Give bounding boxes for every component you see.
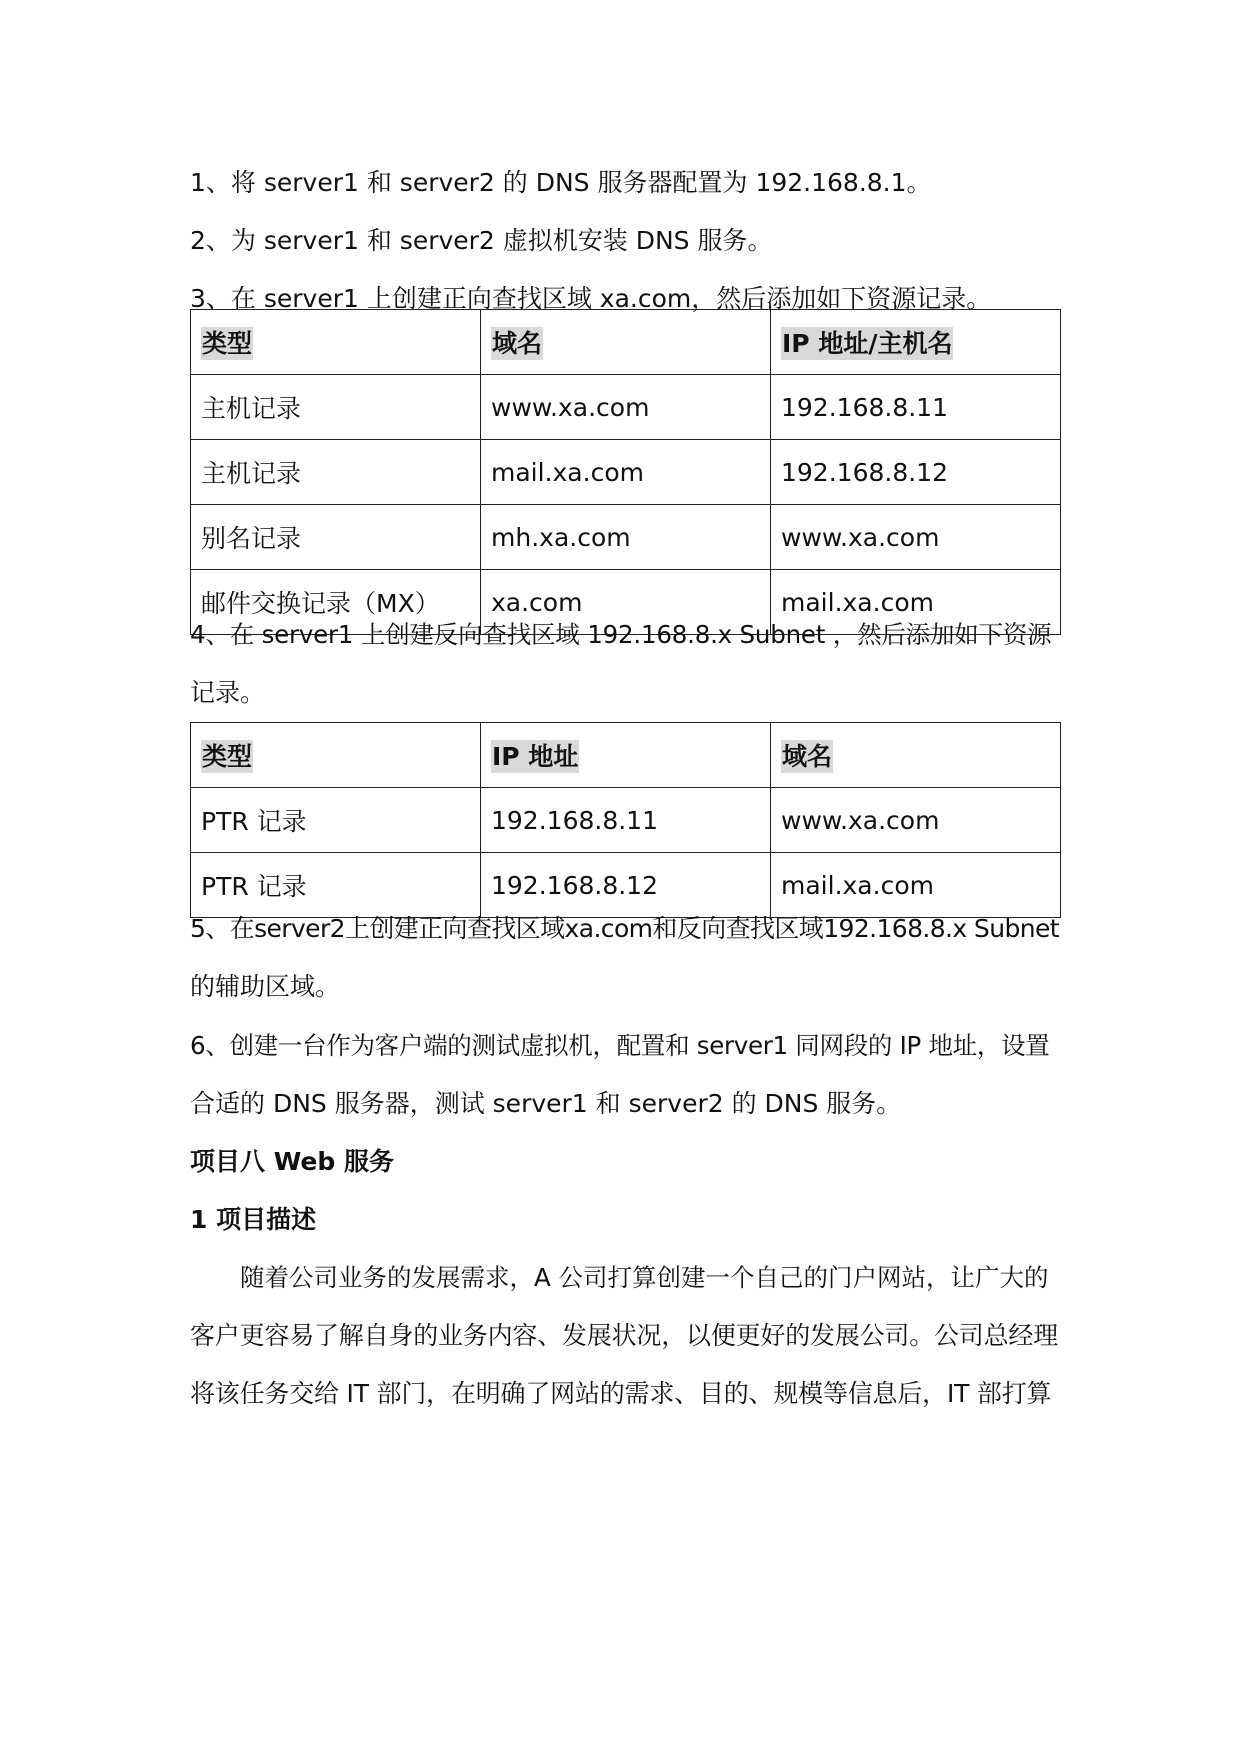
table-cell: 主机记录: [191, 440, 481, 505]
project-title: 项目八 Web 服务: [190, 1147, 394, 1176]
table-cell: 192.168.8.11: [771, 375, 1061, 440]
description-line-2: 客户更容易了解自身的业务内容、发展状况，以便更好的发展公司。公司总经理: [190, 1321, 1059, 1350]
step-3: 3、在 server1 上创建正向查找区域 xa.com，然后添加如下资源记录。: [190, 284, 992, 313]
table-header-cell: 类型: [191, 723, 481, 788]
table-cell: 192.168.8.12: [481, 853, 771, 918]
table-cell: 邮件交换记录（MX）: [191, 570, 481, 635]
table-header-cell: 域名: [481, 310, 771, 375]
table-cell: mail.xa.com: [771, 570, 1061, 635]
step-4-line-1: 4、在 server1 上创建反向查找区域 192.168.8.x Subnet ，然后添加如下资源: [190, 620, 1052, 649]
step-2: 2、为 server1 和 server2 虚拟机安装 DNS 服务。: [190, 226, 773, 255]
table-cell: PTR 记录: [191, 788, 481, 853]
table-cell: 192.168.8.11: [481, 788, 771, 853]
table-cell: 主机记录: [191, 375, 481, 440]
table-row: [191, 853, 1061, 918]
step-6-line-2: 合适的 DNS 服务器，测试 server1 和 server2 的 DNS 服务。: [190, 1089, 902, 1118]
table-header-cell: 域名: [771, 723, 1061, 788]
reverse-zone-table: [190, 722, 1061, 918]
table-header-cell: IP 地址/主机名: [771, 310, 1061, 375]
table-cell: 192.168.8.12: [771, 440, 1061, 505]
step-4-line-2: 记录。: [190, 678, 266, 707]
table-cell: xa.com: [481, 570, 771, 635]
description-line-1: 随着公司业务的发展需求，A 公司打算创建一个自己的门户网站，让广大的: [240, 1263, 1049, 1292]
step-1: 1、将 server1 和 server2 的 DNS 服务器配置为 192.168.8.1。: [190, 168, 932, 197]
step-5-line-2: 的辅助区域。: [190, 972, 341, 1001]
table-row: [191, 440, 1061, 505]
table-header-cell: 类型: [191, 310, 481, 375]
forward-zone-table: [190, 309, 1061, 635]
table-header-row: [191, 310, 1061, 375]
table-header-cell: IP 地址: [481, 723, 771, 788]
table-cell: www.xa.com: [771, 788, 1061, 853]
step-5-line-1: 5、在server2上创建正向查找区域xa.com和反向查找区域192.168.8.x Subnet: [190, 914, 1059, 943]
table-row: [191, 788, 1061, 853]
table-cell: mail.xa.com: [771, 853, 1061, 918]
table-cell: mh.xa.com: [481, 505, 771, 570]
table-cell: www.xa.com: [481, 375, 771, 440]
table-row: [191, 505, 1061, 570]
table-header-row: [191, 723, 1061, 788]
step-6-line-1: 6、创建一台作为客户端的测试虚拟机，配置和 server1 同网段的 IP 地址，设置: [190, 1031, 1050, 1060]
description-line-3: 将该任务交给 IT 部门，在明确了网站的需求、目的、规模等信息后，IT 部打算: [190, 1379, 1052, 1408]
table-cell: 别名记录: [191, 505, 481, 570]
table-cell: mail.xa.com: [481, 440, 771, 505]
table-cell: www.xa.com: [771, 505, 1061, 570]
table-cell: PTR 记录: [191, 853, 481, 918]
section-heading: 1 项目描述: [190, 1205, 317, 1234]
table-row: [191, 375, 1061, 440]
